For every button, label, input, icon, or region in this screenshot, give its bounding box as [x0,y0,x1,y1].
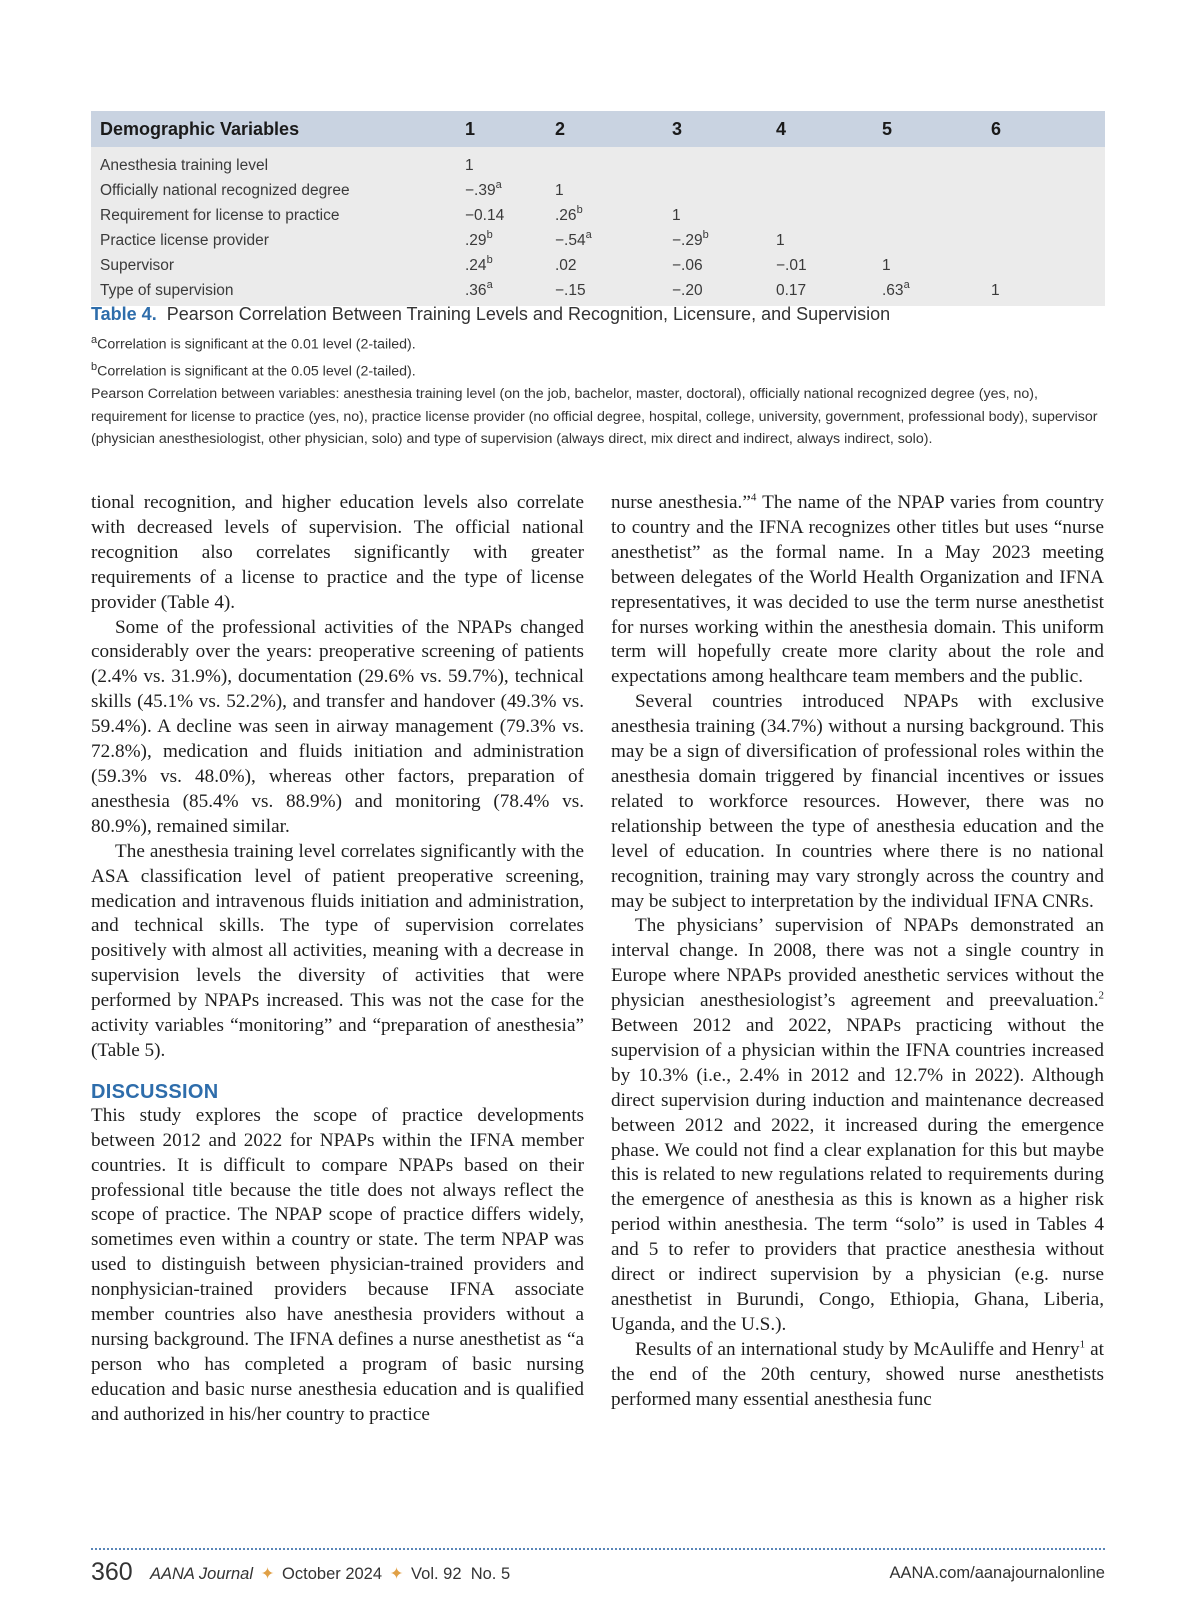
right-column [611,491,1104,1413]
correlation-cell [882,178,991,203]
column-header: 4 [776,118,787,139]
caption-label: Table 4. [91,304,157,324]
correlation-cell [672,228,776,253]
correlation-cell [672,278,776,306]
correlation-table [91,111,1105,306]
volume: Vol. 92 [411,1565,462,1583]
paragraph: This study explores the scope of practice developments between 2012 and 2022 for NPAPs within the IFNA member countries. It is difficult to compare NPAPs based on their professional title because the title does not always reflect the scope of practice. The NPAP scope of practice differs widely, sometimes even within a country or state. The term NPAP was used to distinguish between physician-trained providers and nonphysician-trained providers because IFNA associate member countries also have anesthesia providers without a nursing background. The IFNA defines a nurse anesthetist as “a person who has completed a program of basic nursing education and basic nurse anesthesia education and is qualified and authorized in his/her country to practice [91,1104,584,1425]
footer-divider [91,1548,1105,1550]
journal-citation [150,1564,510,1584]
paragraph-text: The name of the NPAP varies from country to country and the IFNA recognizes other titles but uses “nurse anesthetist” as the formal name. In a May 2023 meeting between delegates of the World Health Organization and IFNA representatives, it was decided to use the term nurse anesthetist for nurses working within the anesthesia domain. This uniform term will hopefully create more clarity about the role and expectations among healthcare team members and the public. [611,492,1104,688]
significance-mark: b [486,254,493,267]
correlation-cell [465,147,555,178]
cell-value: 1 [672,206,681,224]
paragraph-text: Between 2012 and 2022, NPAPs practicing without the supervision of a physician within the IFNA countries increased by 10.3% (i.e., 2.4% in 2012 and 12.7% in 2022). Although direct supervision during induction and maintenance decreased between 2012 and 2022, it increased during the emergence phase. We could not find a clear explanation for this but maybe this is related to new regulations related to requirements during the emergence of anesthesia as this is known as a higher risk period within anesthesia. The term “solo” is used in Tables 4 and 5 to refer to providers that practice anesthesia without direct or indirect supervision by a physician (e.g. nurse anesthetist in Burundi, Congo, Ethiopia, Ghana, Liberia, Uganda, and the U.S.). [611,1015,1104,1335]
correlation-cell [882,228,991,253]
cell-value: .36 [465,282,487,300]
cell-value: 0.17 [776,281,807,299]
table-row [91,147,1105,178]
correlation-cell [672,178,776,203]
correlation-cell [555,228,672,253]
correlation-cell [776,147,882,178]
table-row [91,178,1105,203]
left-column [91,491,584,1428]
footnote-variables: Pearson Correlation between variables: anesthesia training level (on the job, bachelor, master, doctoral), officially national recognized degree (yes, no), requirement for license to practice (yes, no), practice license provider (no official degree, hospital, college, university, government, professional body), supervisor (physician anesthesiologist, other physician, solo) and type of supervision (always direct, mix direct and indirect, always indirect, solo). [91,386,1098,448]
significance-mark: a [585,229,592,242]
table-row [91,203,1105,228]
correlation-cell [991,253,1105,278]
significance-mark: a [903,279,910,292]
correlation-cell [776,228,882,253]
correlation-cell [882,203,991,228]
diamond-separator-icon: ✦ [260,1565,275,1583]
cell-value: 1 [991,281,1000,299]
cell-value: Anesthesia training level [100,156,269,174]
correlation-cell [882,147,991,178]
paragraph [611,914,1104,1337]
cell-value: .63 [882,282,904,300]
reference-mark: 2 [1098,989,1104,1002]
cell-value: −.06 [672,256,703,274]
journal-website-link[interactable]: AANA.com/aanajournalonline [889,1564,1105,1582]
cell-value: −0.14 [465,206,505,224]
column-header: Demographic Variables [100,118,300,139]
paragraph-text: The physicians’ supervision of NPAPs demonstrated an interval change. In 2008, there was not a single country in Europe where NPAPs provided anesthetic services without the physician anesthesiologist’s agreement and preevaluation. [611,915,1104,1012]
footnote-a-text: Correlation is significant at the 0.01 level (2-tailed). [97,336,416,353]
correlation-cell [672,147,776,178]
footnote-b-mark: b [91,361,98,374]
row-label-cell [91,278,465,306]
correlation-cell [465,203,555,228]
column-header: 6 [991,118,1002,139]
footnote-a [91,329,1105,356]
issue-date: October 2024 [282,1565,383,1583]
table-header-row [91,111,1105,147]
correlation-cell [555,178,672,203]
row-label-cell [91,178,465,203]
table-body [91,147,1105,306]
issue-number: No. 5 [470,1565,511,1583]
correlation-cell [776,203,882,228]
cell-value: −.39 [465,182,496,200]
section-heading-discussion: DISCUSSION [91,1080,219,1103]
column-header: 5 [882,118,893,139]
footnote-b [91,356,1105,383]
cell-value: .26 [555,207,577,225]
row-label-cell [91,147,465,178]
correlation-cell [991,203,1105,228]
table-row [91,278,1105,306]
correlation-cell [555,147,672,178]
paragraph: The anesthesia training level correlates significantly with the ASA classification level of patient preoperative screening, medication and intravenous fluids initiation and administration, and technical skills. The type of supervision correlates positively with almost all activities, meaning with a decrease in supervision levels the diversity of activities that were performed by NPAPs increased. This was not the case for the activity variables “monitoring” and “preparation of anesthesia” (Table 5). [91,840,584,1061]
cell-value: 1 [882,256,891,274]
correlation-cell [672,253,776,278]
correlation-cell [465,178,555,203]
correlation-cell [672,203,776,228]
cell-value: −.20 [672,281,703,299]
journal-name: AANA Journal [150,1565,254,1583]
caption-title: Pearson Correlation Between Training Levels and Recognition, Licensure, and Supervision [166,304,891,324]
cell-value: Practice license provider [100,231,269,249]
paragraph: Some of the professional activities of the NPAPs changed considerably over the years: preoperative screening of patients (2.4% vs. 31.9%), documentation (29.6% vs. 59.7%), technical skills (45.1% vs. 52.2%), and transfer and handover (49.3% vs. 59.4%). A decline was seen in airway management (79.3% vs. 72.8%), medication and fluids initiation and administration (59.3% vs. 48.0%), whereas other factors, preparation of anesthesia (85.4% vs. 88.9%) and monitoring (78.4% vs. 80.9%), remained similar. [91,616,584,837]
correlation-cell [776,253,882,278]
row-label-cell [91,228,465,253]
significance-mark: a [486,279,493,292]
paragraph-text: Results of an international study by McAuliffe and Henry [635,1338,1080,1360]
significance-mark: b [576,204,583,217]
cell-value: −.01 [776,256,807,274]
cell-value: 1 [776,231,785,249]
page-number: 360 [91,1558,133,1586]
column-header: 3 [672,118,683,139]
cell-value: Supervisor [100,256,175,274]
page-footer [91,1558,1105,1590]
correlation-cell [882,278,991,306]
correlation-cell [991,147,1105,178]
paragraph: Several countries introduced NPAPs with exclusive anesthesia training (34.7%) without a nursing background. This may be a sign of diversification of professional roles within the anesthesia domain triggered by financial incentives or issues related to workforce resources. However, there was no relationship between the type of anesthesia education and the level of education. In countries where there is no national recognition, training may vary strongly across the country and may be subject to interpretation by the individual IFNA CNRs. [611,691,1104,912]
footnote-a-mark: a [91,334,98,346]
cell-value: .29 [465,232,487,250]
correlation-cell [555,278,672,306]
paragraph-text: at the end of the 20th century, showed nurse anesthetists performed many essential anesthesia func [611,1338,1104,1410]
cell-value: Type of supervision [100,281,234,299]
correlation-cell [991,178,1105,203]
diamond-separator-icon: ✦ [389,1565,404,1583]
significance-mark: a [495,179,502,192]
paragraph [611,1338,1104,1413]
column-header: 1 [465,118,476,139]
significance-mark: b [702,229,709,242]
cell-value: −.29 [672,232,703,250]
column-header: 2 [555,118,566,139]
correlation-cell [776,278,882,306]
correlation-cell [465,278,555,306]
cell-value: Requirement for license to practice [100,206,340,224]
paragraph: tional recognition, and higher education levels also correlate with decreased levels of supervision. The official national recognition also correlates significantly with greater requirements of a license to practice and the type of license provider (Table 4). [91,492,584,613]
paragraph [611,491,1104,690]
correlation-cell [991,278,1105,306]
cell-value: −.15 [555,281,586,299]
correlation-cell [555,203,672,228]
row-label-cell [91,203,465,228]
cell-value: Officially national recognized degree [100,181,350,199]
cell-value: −.54 [555,232,586,250]
correlation-cell [882,253,991,278]
cell-value: .24 [465,257,487,275]
paragraph-text: nurse anesthesia.” [611,492,751,513]
caption-title-line [91,304,1105,325]
correlation-cell [465,253,555,278]
row-label-cell [91,253,465,278]
cell-value: 1 [465,156,474,174]
table-header [91,111,1105,147]
correlation-cell [465,228,555,253]
correlation-cell [776,178,882,203]
correlation-cell [991,228,1105,253]
table-caption [91,304,1105,451]
table-row [91,253,1105,278]
table-row [91,228,1105,253]
footnote-b-text: Correlation is significant at the 0.05 level (2-tailed). [97,363,416,380]
significance-mark: b [486,229,493,242]
reference-mark: 4 [750,491,757,504]
cell-value: 1 [555,181,564,199]
cell-value: .02 [555,256,577,274]
reference-mark: 1 [1079,1338,1086,1351]
correlation-cell [555,253,672,278]
